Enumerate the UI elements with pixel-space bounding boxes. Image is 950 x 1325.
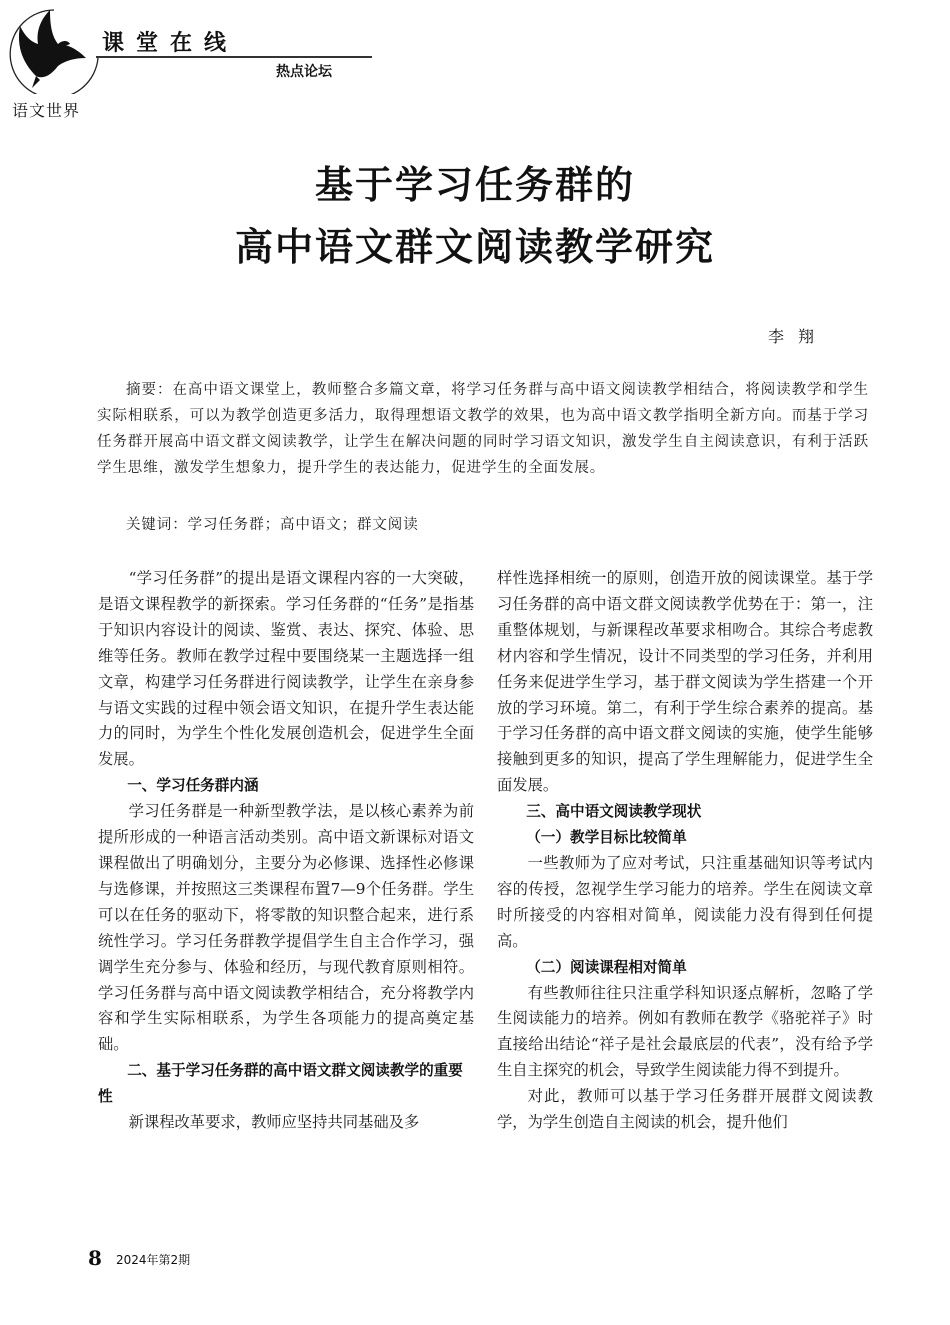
paragraph-section-3-3: 对此，教师可以基于学习任务群开展群文阅读教学，为学生创造自主阅读的机会，提升他们 (497, 1087, 873, 1132)
article-title-line1: 基于学习任务群的 (314, 163, 635, 207)
paragraph-section-2-start: 新课程改革要求，教师应坚持共同基础及多 (128, 1113, 420, 1132)
subsection-heading-3-1: （一）教学目标比较简单 (526, 829, 687, 847)
header-rule (96, 56, 372, 58)
issue-label: 2024年第2期 (116, 1253, 191, 1267)
section-heading-1: 一、学习任务群内涵 (127, 777, 259, 795)
keywords: 关键词：学习任务群；高中语文；群文阅读 (126, 517, 419, 533)
section-heading-3: 三、高中语文阅读教学现状 (526, 803, 702, 821)
paragraph-section-2-continued: 样性选择相统一的原则，创造开放的阅读课堂。基于学习任务群的高中语文群文阅读教学优势在于：第一，注重整体规划，与新课程改革要求相吻合。其综合考虑教材内容和学生情况，设计不同类型的学习任务，并利用任务来促进学生学习，基于群文阅读为学生搭建一个开放的学习环境。第二，有利于学生综合素养的提高。基于学习任务群的高中语文群文阅读的实施，使学生能够接触到更多的知识，提高了学生理解能力，促进学生全面发展。 (497, 569, 873, 795)
paragraph-intro: “学习任务群”的提出是语文课程内容的一大突破，是语文课程教学的新探索。学习任务群的“任务”是指基于知识内容设计的阅读、鉴赏、表达、探究、体验、思维等任务。教师在教学过程中要围绕某一主题选择一组文章，构建学习任务群进行阅读教学，让学生在亲身参与语文实践的过程中领会语文知识，在提升学生表达能力的同时，为学生个性化发展创造机会，促进学生全面发展。 (98, 569, 474, 769)
paragraph-section-3-2: 有些教师往往只注重学科知识逐点解析，忽略了学生阅读能力的培养。例如有教师在教学《骆驼祥子》时直接给出结论“祥子是社会最底层的代表”，没有给予学生自主探究的机会，导致学生阅读能力得不到提升。 (497, 983, 873, 1080)
body-column-right (497, 566, 873, 1136)
section-heading-2: 二、基于学习任务群的高中语文群文阅读教学的重要性 (98, 1062, 463, 1106)
page-number: 8 (88, 1246, 102, 1270)
dove-logo-icon (6, 4, 102, 94)
subsection-title: 热点论坛 (276, 64, 332, 80)
magazine-name: 语文世界 (12, 101, 81, 120)
author-name: 李翔 (768, 327, 829, 346)
subsection-heading-3-2: （二）阅读课程相对简单 (526, 958, 687, 976)
body-column-left (98, 566, 474, 1136)
paragraph-section-3-1: 一些教师为了应对考试，只注重基础知识等考试内容的传授，忽视学生学习能力的培养。学生在阅读文章时所接受的内容相对简单，阅读能力没有得到任何提高。 (497, 853, 873, 950)
article-title-line2: 高中语文群文阅读教学研究 (234, 225, 715, 269)
abstract: 摘要：在高中语文课堂上，教师整合多篇文章，将学习任务群与高中语文阅读教学相结合，将阅读教学和学生实际相联系，可以为教学创造更多活力，取得理想语文教学的效果，也为高中语文教学指明全新方向。而基于学习任务群开展高中语文群文阅读教学，让学生在解决问题的同时学习语文知识，激发学生自主阅读意识，有利于活跃学生思维，激发学生想象力，提升学生的表达能力，促进学生的全面发展。 (97, 382, 869, 476)
paragraph-section-1: 学习任务群是一种新型教学法，是以核心素养为前提所形成的一种语言活动类别。高中语文新课标对语文课程做出了明确划分，主要分为必修课、选择性必修课与选修课，并按照这三类课程布置7—9个任务群。学生可以在任务的驱动下，将零散的知识整合起来，进行系统性学习。学习任务群教学提倡学生自主合作学习，强调学生充分参与、体验和经历，与现代教育原则相符。学习任务群与高中语文阅读教学相结合，充分将教学内容和学生实际相联系，为学生各项能力的提高奠定基础。 (98, 802, 474, 1054)
section-title: 课堂在线 (102, 31, 239, 56)
